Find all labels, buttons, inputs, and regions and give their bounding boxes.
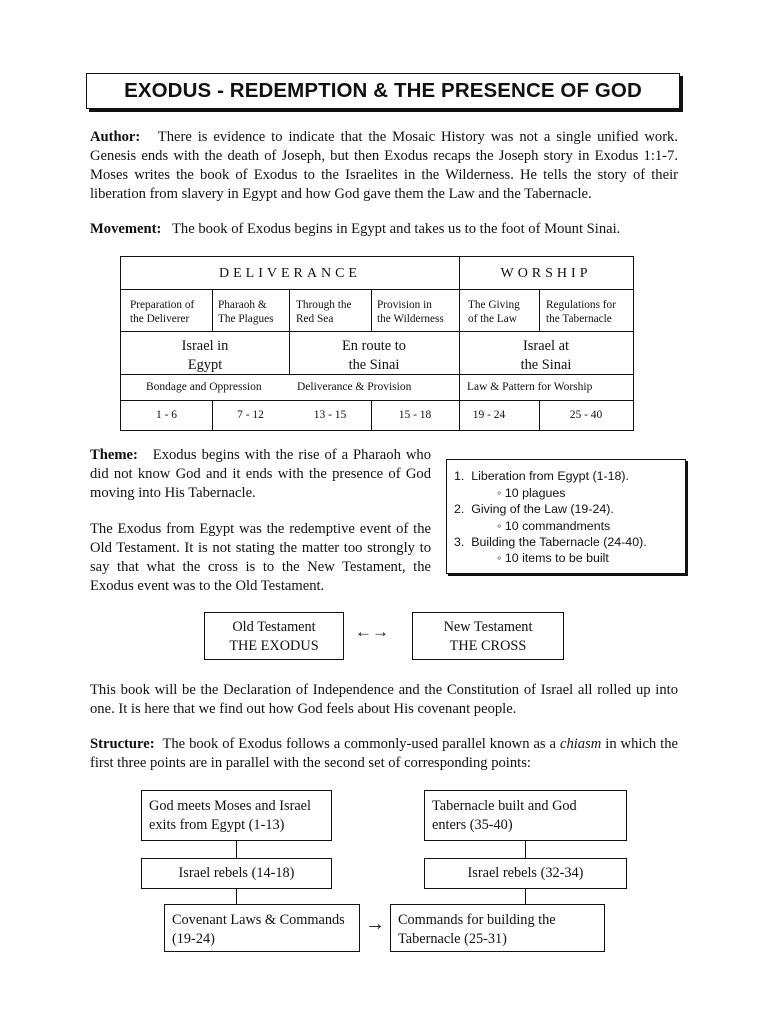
outline-box	[446, 459, 686, 574]
author-text: There is evidence to indicate that the Mosaic History was not a single unified work. Genesis ends with the death of Joseph, but then Exodus recaps the Joseph story in Exodus 1:1-7. Moses writes the book of Exodus to the Israelites in the Wilderness. He tells the story of their liberation from slavery in Egypt and how God gave them the Law and the Tabernacle.	[90, 129, 678, 202]
header-deliverance: DELIVERANCE	[219, 266, 361, 281]
chiasm-term: chiasm	[559, 736, 602, 752]
author-paragraph	[90, 128, 678, 204]
section-preparation: Preparation of the Deliverer	[130, 299, 195, 325]
location-en-route: En route to the Sinai	[342, 338, 406, 373]
bullet-circle-icon: ◦	[497, 486, 502, 500]
theme-deliverance: Deliverance & Provision	[297, 381, 412, 393]
theme-text: Exodus begins with the rise of a Pharaoh who did not know God and it ends with the presence of God moving into His Tabernacle.	[90, 447, 431, 501]
redemption-paragraph: The Exodus from Egypt was the redemptive event of the Old Testament. It is not stating the matter too strongly to say that what the cross is to the New Testament, the Exodus event was to the Old Testament.	[90, 521, 431, 594]
structure-paragraph: Structure: The book of Exodus follows a commonly-used parallel known as a chiasm in which the first three points are in parallel with the second set of corresponding points:	[90, 736, 678, 771]
movement-label: Movement:	[90, 221, 162, 237]
chapters-2: 7 - 12	[237, 409, 264, 421]
outline-sub-1: ◦ 10 plagues	[497, 486, 566, 500]
section-red-sea: Through the Red Sea	[296, 299, 352, 325]
chapters-1: 1 - 6	[155, 409, 178, 421]
section-tabernacle: Regulations for the Tabernacle	[546, 299, 616, 325]
right-arrow-icon: →	[365, 913, 385, 935]
chiasm-c1-box: Covenant Laws & Commands (19-24)	[164, 904, 360, 952]
structure-label: Structure:	[90, 736, 155, 752]
outline-item-2: 2. Giving of the Law (19-24).	[454, 502, 614, 516]
header-worship: WORSHIP	[500, 266, 592, 281]
chiasm-b2-box: Israel rebels (32-34)	[424, 858, 627, 889]
chiasm-b1-box: Israel rebels (14-18)	[141, 858, 332, 889]
overview-table	[120, 256, 634, 431]
theme-bondage: Bondage and Oppression	[146, 381, 262, 393]
chapters-5: 19 - 24	[472, 409, 506, 421]
chapters-4: 15 - 18	[398, 409, 432, 421]
section-law: The Giving of the Law	[468, 299, 520, 325]
section-wilderness: Provision in the Wilderness	[377, 299, 444, 325]
movement-text: The book of Exodus begins in Egypt and takes us to the foot of Mount Sinai.	[172, 221, 621, 237]
location-sinai: Israel at the Sinai	[520, 338, 572, 373]
declaration-paragraph: This book will be the Declaration of Independence and the Constitution of Israel all rolled up into one. It is here that we find out how God feels about His covenant people.	[90, 682, 678, 717]
outline-sub-2: ◦ 10 commandments	[497, 519, 611, 533]
new-testament-box: New Testament THE CROSS	[412, 612, 564, 660]
bullet-circle-icon: ◦	[497, 551, 502, 565]
connector-line	[525, 889, 526, 904]
chiasm-a1-box: God meets Moses and Israel exits from Egypt (1-13)	[141, 790, 332, 841]
theme-law: Law & Pattern for Worship	[467, 381, 593, 393]
outline-sub-3: ◦ 10 items to be built	[497, 551, 609, 565]
chapters-6: 25 - 40	[569, 409, 603, 421]
page-title: EXODUS - REDEMPTION & THE PRESENCE OF GOD	[124, 79, 642, 102]
connector-line	[236, 841, 237, 858]
chiasm-c2-box: Commands for building the Tabernacle (25-31)	[390, 904, 605, 952]
chapters-3: 13 - 15	[313, 409, 347, 421]
author-label: Author:	[90, 129, 141, 145]
old-testament-box: Old Testament THE EXODUS	[204, 612, 344, 660]
section-plagues: Pharaoh & The Plagues	[218, 299, 274, 325]
location-egypt: Israel in Egypt	[181, 338, 229, 373]
theme-label: Theme:	[90, 447, 138, 463]
movement-paragraph	[90, 220, 678, 239]
double-arrow-icon: ←→	[355, 622, 389, 641]
theme-paragraph	[90, 446, 431, 503]
connector-line	[525, 841, 526, 858]
title-box	[86, 73, 680, 109]
outline-item-3: 3. Building the Tabernacle (24-40).	[454, 535, 647, 549]
connector-line	[236, 889, 237, 904]
chiasm-a2-box: Tabernacle built and God enters (35-40)	[424, 790, 627, 841]
bullet-circle-icon: ◦	[497, 519, 502, 533]
outline-item-1: 1. Liberation from Egypt (1-18).	[454, 469, 629, 483]
